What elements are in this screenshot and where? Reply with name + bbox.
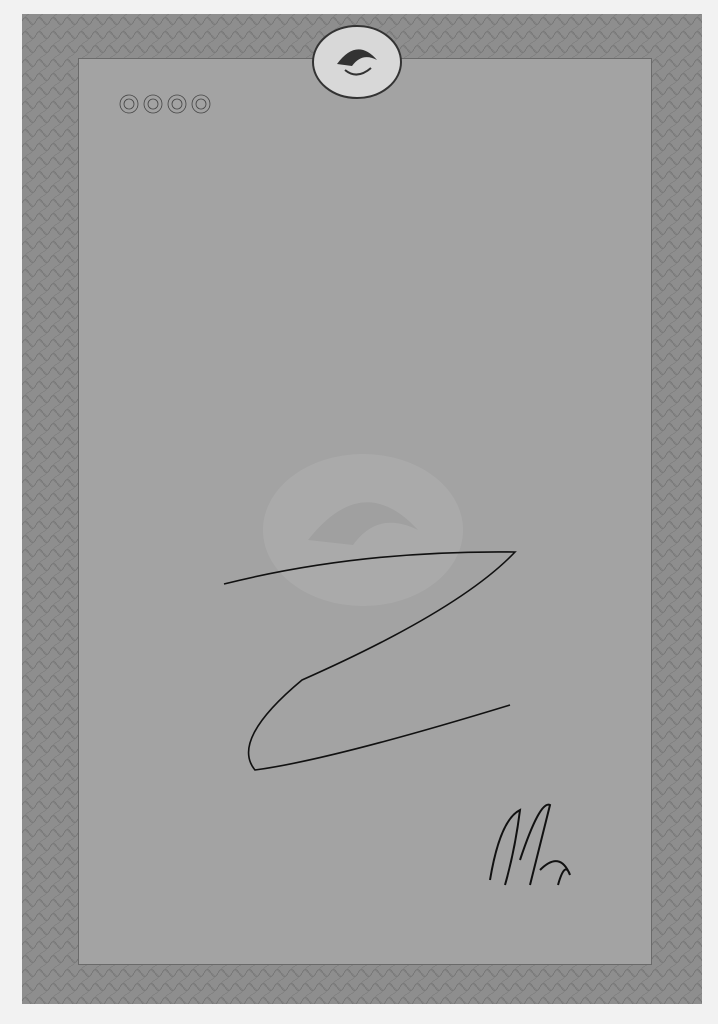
handwritten-z-stroke xyxy=(210,540,530,790)
evrazes-emblem xyxy=(307,22,407,102)
security-rosette xyxy=(117,92,213,116)
handwritten-signature xyxy=(470,790,590,900)
